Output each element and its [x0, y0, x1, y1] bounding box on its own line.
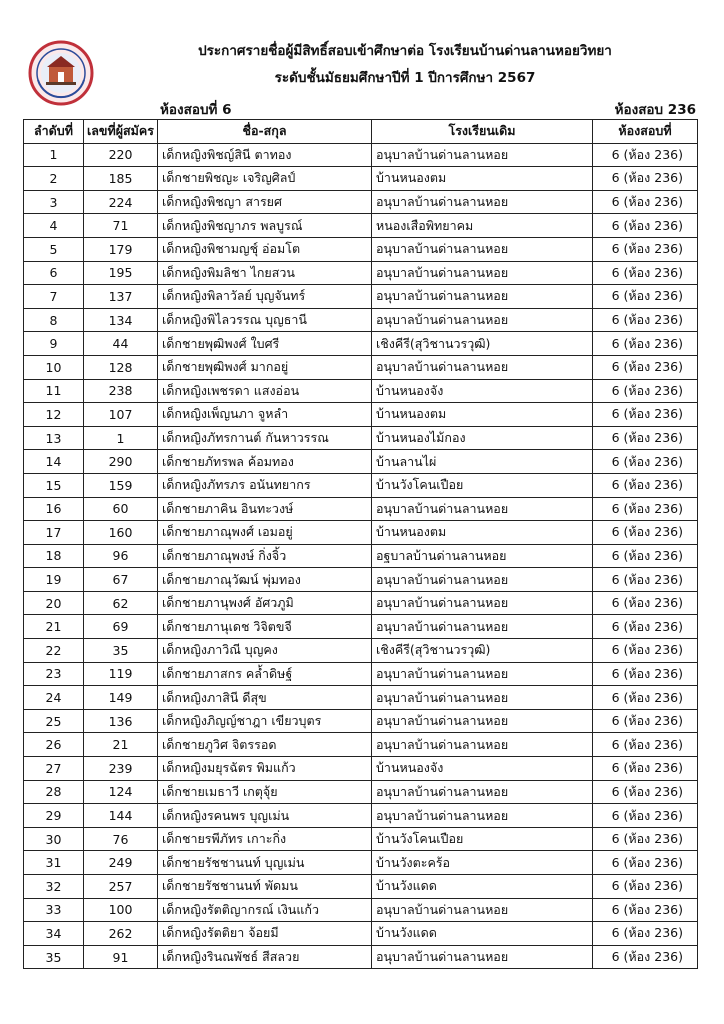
- table-row: [24, 450, 698, 474]
- order-cell: 34: [24, 922, 84, 946]
- applicant-no-cell: 257: [84, 875, 158, 899]
- name-cell: เด็กชายเมธาวี เกตุจุ้ย: [158, 780, 372, 804]
- order-cell: 27: [24, 757, 84, 781]
- order-cell: 3: [24, 190, 84, 214]
- school-cell: อนุบาลบ้านด่านลานหอย: [372, 355, 593, 379]
- school-cell: อนุบาลบ้านด่านลานหอย: [372, 308, 593, 332]
- name-cell: เด็กชายรัชชานนท์ บุญเม่น: [158, 851, 372, 875]
- applicant-no-cell: 96: [84, 544, 158, 568]
- order-cell: 24: [24, 686, 84, 710]
- table-row: [24, 237, 698, 261]
- room-cell: 6 (ห้อง 236): [593, 237, 698, 261]
- applicant-no-cell: 224: [84, 190, 158, 214]
- table-row: [24, 639, 698, 663]
- room-cell: 6 (ห้อง 236): [593, 426, 698, 450]
- name-cell: เด็กหญิงรินณพัชธ์ สีสลวย: [158, 945, 372, 969]
- school-cell: หนองเสือพิทยาคม: [372, 214, 593, 238]
- applicant-no-cell: 134: [84, 308, 158, 332]
- room-cell: 6 (ห้อง 236): [593, 403, 698, 427]
- room-cell: 6 (ห้อง 236): [593, 167, 698, 191]
- room-cell: 6 (ห้อง 236): [593, 450, 698, 474]
- room-cell: 6 (ห้อง 236): [593, 686, 698, 710]
- room-cell: 6 (ห้อง 236): [593, 851, 698, 875]
- room-cell: 6 (ห้อง 236): [593, 733, 698, 757]
- applicant-no-cell: 35: [84, 639, 158, 663]
- school-cell: อนุบาลบ้านด่านลานหอย: [372, 945, 593, 969]
- applicant-no-cell: 159: [84, 473, 158, 497]
- school-cell: อนุบาลบ้านด่านลานหอย: [372, 190, 593, 214]
- room-cell: 6 (ห้อง 236): [593, 615, 698, 639]
- order-cell: 30: [24, 827, 84, 851]
- table-row: [24, 308, 698, 332]
- school-cell: อนุบาลบ้านด่านลานหอย: [372, 780, 593, 804]
- column-header-room: ห้องสอบที่: [593, 120, 698, 144]
- applicant-no-cell: 239: [84, 757, 158, 781]
- order-cell: 8: [24, 308, 84, 332]
- order-cell: 13: [24, 426, 84, 450]
- applicant-no-cell: 144: [84, 804, 158, 828]
- table-row: [24, 945, 698, 969]
- applicant-no-cell: 160: [84, 521, 158, 545]
- room-cell: 6 (ห้อง 236): [593, 355, 698, 379]
- table-row: [24, 615, 698, 639]
- name-cell: เด็กชายภาณุพงษ์ กิ่งจิ้ว: [158, 544, 372, 568]
- applicant-no-cell: 128: [84, 355, 158, 379]
- table-row: [24, 804, 698, 828]
- column-header-name: ชื่อ-สกุล: [158, 120, 372, 144]
- order-cell: 26: [24, 733, 84, 757]
- name-cell: เด็กหญิงพิมลิชา ไกยสวน: [158, 261, 372, 285]
- room-cell: 6 (ห้อง 236): [593, 804, 698, 828]
- room-cell: 6 (ห้อง 236): [593, 379, 698, 403]
- name-cell: เด็กชายรพีภัทร เกาะกิ่ง: [158, 827, 372, 851]
- room-cell: 6 (ห้อง 236): [593, 497, 698, 521]
- name-cell: เด็กชายรัชชานนท์ พัดมน: [158, 875, 372, 899]
- order-cell: 2: [24, 167, 84, 191]
- applicant-no-cell: 91: [84, 945, 158, 969]
- page-title: ประกาศรายชื่อผู้มีสิทธิ์สอบเข้าศึกษาต่อ โรงเรียนบ้านด่านลานหอยวิทยา: [198, 43, 612, 59]
- school-cell: บ้านวังโคนเปือย: [372, 473, 593, 497]
- room-cell: 6 (ห้อง 236): [593, 521, 698, 545]
- room-cell: 6 (ห้อง 236): [593, 544, 698, 568]
- room-cell: 6 (ห้อง 236): [593, 709, 698, 733]
- name-cell: เด็กหญิงภาสินี ดีสุข: [158, 686, 372, 710]
- table-row: [24, 875, 698, 899]
- table-row: [24, 686, 698, 710]
- room-cell: 6 (ห้อง 236): [593, 285, 698, 309]
- name-cell: เด็กหญิงพิไลวรรณ บุญธานี: [158, 308, 372, 332]
- applicant-no-cell: 100: [84, 898, 158, 922]
- school-cell: อนุบาลบ้านด่านลานหอย: [372, 898, 593, 922]
- table-row: [24, 403, 698, 427]
- room-cell: 6 (ห้อง 236): [593, 945, 698, 969]
- table-row: [24, 473, 698, 497]
- table-row: [24, 827, 698, 851]
- applicant-no-cell: 185: [84, 167, 158, 191]
- applicant-no-cell: 119: [84, 662, 158, 686]
- applicant-no-cell: 62: [84, 591, 158, 615]
- school-cell: อนุบาลบ้านด่านลานหอย: [372, 568, 593, 592]
- order-cell: 32: [24, 875, 84, 899]
- room-cell: 6 (ห้อง 236): [593, 190, 698, 214]
- candidate-table: [23, 119, 698, 969]
- school-cell: บ้านลานไผ่: [372, 450, 593, 474]
- name-cell: เด็กหญิงพิลาวัลย์ บุญจันทร์: [158, 285, 372, 309]
- school-cell: อนุบาลบ้านด่านลานหอย: [372, 237, 593, 261]
- applicant-no-cell: 67: [84, 568, 158, 592]
- name-cell: เด็กชายพุฒิพงศ์ ใบศรี: [158, 332, 372, 356]
- table-header-row: [24, 120, 698, 144]
- table-row: [24, 167, 698, 191]
- room-cell: 6 (ห้อง 236): [593, 473, 698, 497]
- school-cell: อนุบาลบ้านด่านลานหอย: [372, 615, 593, 639]
- name-cell: เด็กหญิงพิชญาภร พลบูรณ์: [158, 214, 372, 238]
- table-row: [24, 922, 698, 946]
- school-cell: บ้านหนองตม: [372, 403, 593, 427]
- school-cell: บ้านหนองจัง: [372, 757, 593, 781]
- order-cell: 6: [24, 261, 84, 285]
- order-cell: 5: [24, 237, 84, 261]
- school-cell: บ้านวังแดด: [372, 875, 593, 899]
- room-cell: 6 (ห้อง 236): [593, 568, 698, 592]
- applicant-no-cell: 21: [84, 733, 158, 757]
- school-cell: อนุบาลบ้านด่านลานหอย: [372, 709, 593, 733]
- applicant-no-cell: 107: [84, 403, 158, 427]
- applicant-no-cell: 220: [84, 143, 158, 167]
- room-cell: 6 (ห้อง 236): [593, 898, 698, 922]
- order-cell: 12: [24, 403, 84, 427]
- table-row: [24, 568, 698, 592]
- order-cell: 31: [24, 851, 84, 875]
- applicant-no-cell: 1: [84, 426, 158, 450]
- table-row: [24, 332, 698, 356]
- table-row: [24, 780, 698, 804]
- table-row: [24, 851, 698, 875]
- table-row: [24, 709, 698, 733]
- table-row: [24, 733, 698, 757]
- order-cell: 16: [24, 497, 84, 521]
- name-cell: เด็กชายภูวิศ จิตรรอด: [158, 733, 372, 757]
- school-cell: อนุบาลบ้านด่านลานหอย: [372, 686, 593, 710]
- page-subtitle: ระดับชั้นมัธยมศึกษาปีที่ 1 ปีการศึกษา 2567: [274, 70, 536, 86]
- order-cell: 33: [24, 898, 84, 922]
- order-cell: 11: [24, 379, 84, 403]
- order-cell: 22: [24, 639, 84, 663]
- school-cell: อนุบาลบ้านด่านลานหอย: [372, 143, 593, 167]
- name-cell: เด็กชายภานุพงศ์ อัศวภูมิ: [158, 591, 372, 615]
- table-row: [24, 521, 698, 545]
- name-cell: เด็กชายภาณุวัฒน์ พุ่มทอง: [158, 568, 372, 592]
- order-cell: 20: [24, 591, 84, 615]
- name-cell: เด็กหญิงรัตติญากรณ์ เงินแก้ว: [158, 898, 372, 922]
- name-cell: เด็กชายภัทรพล ค้อมทอง: [158, 450, 372, 474]
- table-row: [24, 662, 698, 686]
- order-cell: 1: [24, 143, 84, 167]
- applicant-no-cell: 149: [84, 686, 158, 710]
- table-row: [24, 143, 698, 167]
- name-cell: เด็กหญิงพิชามญชุ์ อ่อมโต: [158, 237, 372, 261]
- order-cell: 17: [24, 521, 84, 545]
- room-cell: 6 (ห้อง 236): [593, 922, 698, 946]
- table-row: [24, 497, 698, 521]
- order-cell: 25: [24, 709, 84, 733]
- name-cell: เด็กหญิงเพชรดา แสงอ่อน: [158, 379, 372, 403]
- applicant-no-cell: 76: [84, 827, 158, 851]
- order-cell: 19: [24, 568, 84, 592]
- room-number-label: ห้องสอบ 236: [614, 102, 696, 118]
- room-cell: 6 (ห้อง 236): [593, 143, 698, 167]
- order-cell: 23: [24, 662, 84, 686]
- room-cell: 6 (ห้อง 236): [593, 332, 698, 356]
- name-cell: เด็กหญิงภัทรกานต์ กันหาวรรณ: [158, 426, 372, 450]
- school-cell: อนุบาลบ้านด่านลานหอย: [372, 804, 593, 828]
- order-cell: 28: [24, 780, 84, 804]
- school-cell: อนุบาลบ้านด่านลานหอย: [372, 733, 593, 757]
- applicant-no-cell: 195: [84, 261, 158, 285]
- school-cell: บ้านหนองไม้กอง: [372, 426, 593, 450]
- applicant-no-cell: 71: [84, 214, 158, 238]
- school-cell: เชิงคีรี(สุวิชานวรวุฒิ): [372, 332, 593, 356]
- applicant-no-cell: 136: [84, 709, 158, 733]
- school-cell: บ้านวังแดด: [372, 922, 593, 946]
- school-cell: เชิงคีรี(สุวิชานวรวุฒิ): [372, 639, 593, 663]
- order-cell: 14: [24, 450, 84, 474]
- table-row: [24, 285, 698, 309]
- applicant-no-cell: 238: [84, 379, 158, 403]
- table-row: [24, 898, 698, 922]
- applicant-no-cell: 262: [84, 922, 158, 946]
- room-cell: 6 (ห้อง 236): [593, 827, 698, 851]
- name-cell: เด็กหญิงพิชญา สารยศ: [158, 190, 372, 214]
- order-cell: 21: [24, 615, 84, 639]
- applicant-no-cell: 137: [84, 285, 158, 309]
- room-cell: 6 (ห้อง 236): [593, 308, 698, 332]
- school-cell: บ้านวังโคนเปือย: [372, 827, 593, 851]
- applicant-no-cell: 44: [84, 332, 158, 356]
- name-cell: เด็กหญิงภัทรภร อนันทยากร: [158, 473, 372, 497]
- order-cell: 18: [24, 544, 84, 568]
- name-cell: เด็กชายภาสกร คล้ำดิษฐ์: [158, 662, 372, 686]
- column-header-school: โรงเรียนเดิม: [372, 120, 593, 144]
- applicant-no-cell: 60: [84, 497, 158, 521]
- school-cell: อนุบาลบ้านด่านลานหอย: [372, 261, 593, 285]
- room-cell: 6 (ห้อง 236): [593, 261, 698, 285]
- table-row: [24, 426, 698, 450]
- applicant-no-cell: 249: [84, 851, 158, 875]
- name-cell: เด็กหญิงพิชญ์สินี ตาทอง: [158, 143, 372, 167]
- room-cell: 6 (ห้อง 236): [593, 639, 698, 663]
- order-cell: 15: [24, 473, 84, 497]
- table-row: [24, 190, 698, 214]
- applicant-no-cell: 179: [84, 237, 158, 261]
- room-cell: 6 (ห้อง 236): [593, 591, 698, 615]
- school-cell: อนุบาลบ้านด่านลานหอย: [372, 662, 593, 686]
- applicant-no-cell: 290: [84, 450, 158, 474]
- table-row: [24, 214, 698, 238]
- table-row: [24, 261, 698, 285]
- name-cell: เด็กชายภาคิน อินทะวงษ์: [158, 497, 372, 521]
- name-cell: เด็กหญิงเพ็ญนภา จูหลำ: [158, 403, 372, 427]
- school-cell: อฐบาลบ้านด่านลานหอย: [372, 544, 593, 568]
- room-cell: 6 (ห้อง 236): [593, 214, 698, 238]
- name-cell: เด็กชายภานุเดช วิจิตขจี: [158, 615, 372, 639]
- room-cell: 6 (ห้อง 236): [593, 757, 698, 781]
- order-cell: 35: [24, 945, 84, 969]
- name-cell: เด็กชายภาณุพงศ์ เอมอยู่: [158, 521, 372, 545]
- school-cell: บ้านหนองตม: [372, 521, 593, 545]
- column-header-applicant-no: เลขที่ผู้สมัคร: [84, 120, 158, 144]
- school-cell: อนุบาลบ้านด่านลานหอย: [372, 285, 593, 309]
- name-cell: เด็กชายพิชญะ เจริญศิลป์: [158, 167, 372, 191]
- order-cell: 10: [24, 355, 84, 379]
- order-cell: 7: [24, 285, 84, 309]
- column-header-order: ลำดับที่: [24, 120, 84, 144]
- room-group-label: ห้องสอบที่ 6: [160, 102, 232, 118]
- school-seal-icon: [28, 40, 94, 106]
- school-cell: อนุบาลบ้านด่านลานหอย: [372, 497, 593, 521]
- name-cell: เด็กหญิงรคนพร บุญเม่น: [158, 804, 372, 828]
- table-row: [24, 544, 698, 568]
- table-row: [24, 591, 698, 615]
- applicant-no-cell: 69: [84, 615, 158, 639]
- table-row: [24, 379, 698, 403]
- order-cell: 4: [24, 214, 84, 238]
- table-row: [24, 757, 698, 781]
- school-cell: บ้านหนองจัง: [372, 379, 593, 403]
- school-cell: อนุบาลบ้านด่านลานหอย: [372, 591, 593, 615]
- room-cell: 6 (ห้อง 236): [593, 662, 698, 686]
- name-cell: เด็กชายพุฒิพงศ์ มากอยู่: [158, 355, 372, 379]
- name-cell: เด็กหญิงภิญญ์ชาฎา เขียวบุตร: [158, 709, 372, 733]
- room-cell: 6 (ห้อง 236): [593, 780, 698, 804]
- name-cell: เด็กหญิงรัตติยา จ้อยมี: [158, 922, 372, 946]
- school-cell: บ้านวังตะคร้อ: [372, 851, 593, 875]
- room-cell: 6 (ห้อง 236): [593, 875, 698, 899]
- order-cell: 29: [24, 804, 84, 828]
- name-cell: เด็กหญิงภาวิณี บุญคง: [158, 639, 372, 663]
- school-cell: บ้านหนองตม: [372, 167, 593, 191]
- order-cell: 9: [24, 332, 84, 356]
- name-cell: เด็กหญิงมยุรฉัตร พิมแก้ว: [158, 757, 372, 781]
- applicant-no-cell: 124: [84, 780, 158, 804]
- table-row: [24, 355, 698, 379]
